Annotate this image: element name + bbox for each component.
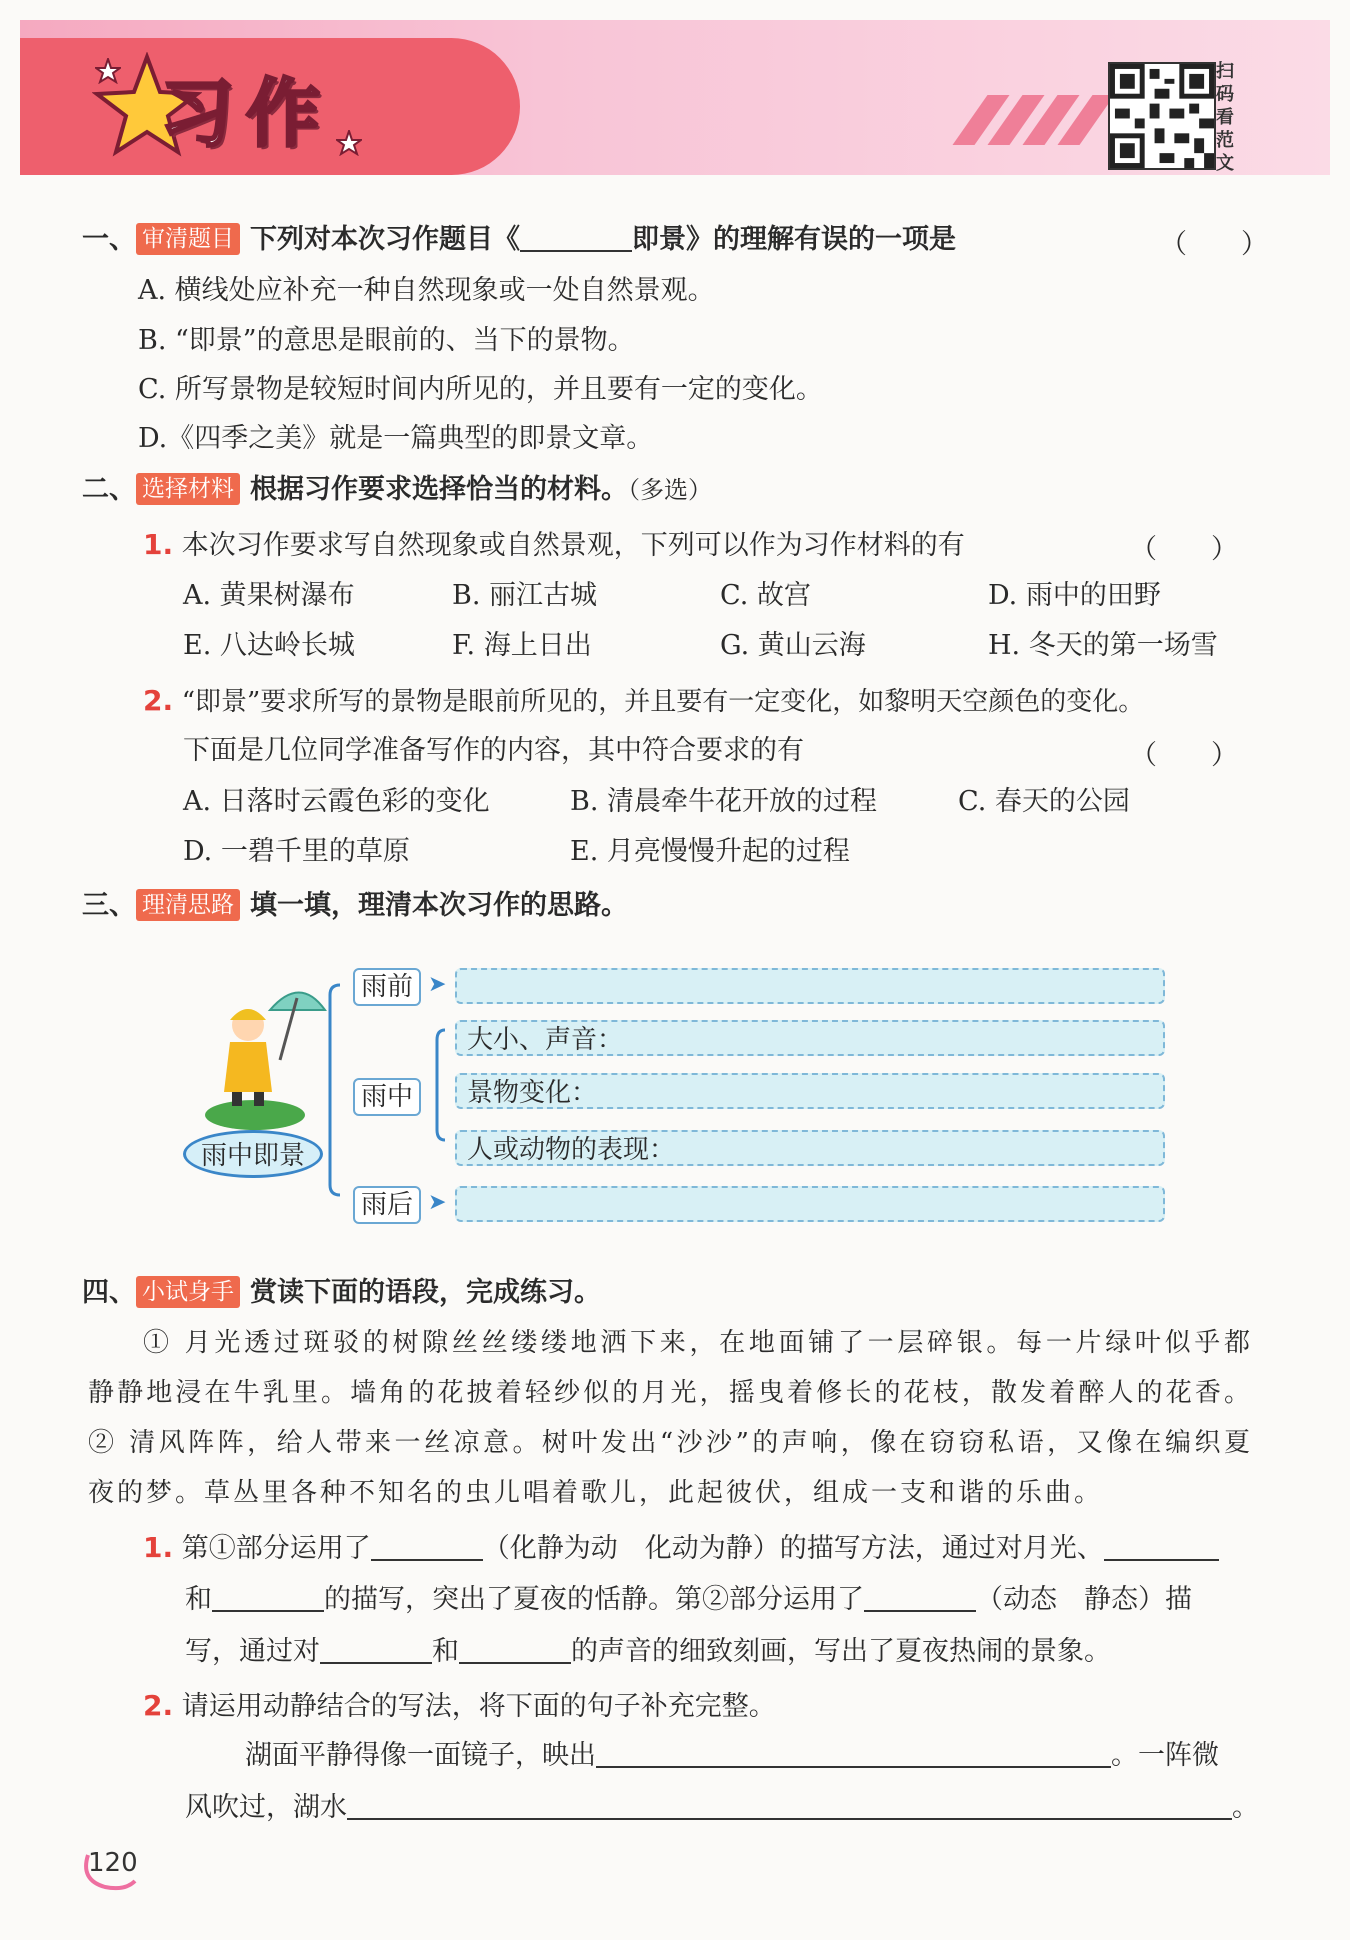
center-node: 雨中即景 [183, 1130, 323, 1178]
question-text: 填一填，理清本次习作的思路。 [250, 890, 628, 921]
answer-blank[interactable] [459, 1636, 571, 1664]
small-star-icon [336, 130, 362, 156]
answer-blank[interactable] [212, 1584, 324, 1612]
option: C. 故宫 [720, 580, 811, 611]
question-4-2-line2 [185, 1790, 1259, 1826]
question-text: 的声音的细致刻画，写出了夏夜热闹的景象。 [571, 1636, 1111, 1667]
answer-blank[interactable] [320, 1636, 432, 1664]
question-4-2 [143, 1688, 776, 1725]
question-text: 。一阵微 [1111, 1740, 1219, 1771]
answer-blank[interactable] [596, 1740, 1111, 1768]
page-number: 120 [88, 1848, 138, 1878]
question-text: 第①部分运用了 [181, 1533, 371, 1564]
question-text: 下面是几位同学准备写作的内容，其中符合要求的有 [183, 735, 804, 766]
question-text: “即景”要求所写的景物是眼前所见的，并且要有一定变化，如黎明天空颜色的变化。 [181, 687, 1145, 717]
question-text: 请运用动静结合的写法，将下面的句子补充完整。 [181, 1691, 776, 1722]
question-number: 2. [143, 1689, 174, 1722]
section1-heading [82, 222, 956, 258]
page-title: 习作 [160, 71, 332, 157]
answer-blank[interactable] [864, 1584, 976, 1612]
option: H. 冬天的第一场雪 [988, 630, 1218, 661]
option: G. 黄山云海 [720, 630, 866, 661]
before-input[interactable] [455, 968, 1165, 1004]
section-tag: 选择材料 [136, 473, 240, 505]
qr-code-icon[interactable] [1108, 62, 1216, 170]
option: B. 清晨牵牛花开放的过程 [570, 786, 878, 817]
question-text: 和 [185, 1584, 212, 1615]
option: C. 春天的公园 [958, 786, 1130, 817]
after-input[interactable] [455, 1186, 1165, 1222]
question-2-2 [143, 683, 1144, 720]
option-d: D.《四季之美》就是一篇典型的即景文章。 [138, 423, 654, 454]
answer-blank[interactable] [1104, 1533, 1219, 1561]
question-text: （动态 静态）描 [976, 1584, 1192, 1615]
option-b: B. “即景”的意思是眼前的、当下的景物。 [138, 325, 635, 356]
section-number: 一、 [82, 224, 136, 255]
option: E. 八达岭长城 [183, 630, 355, 661]
question-4-1-line3 [185, 1634, 1111, 1670]
question-text: 即景》的理解有误的一项是 [632, 224, 956, 255]
question-number: 2. [143, 684, 174, 717]
answer-paren[interactable]: （ ） [1160, 229, 1268, 260]
answer-paren[interactable]: （ ） [1130, 534, 1238, 565]
question-text: （化静为动 化动为静）的描写方法，通过对月光、 [482, 1533, 1104, 1564]
option: D. 一碧千里的草原 [183, 836, 410, 867]
section2-heading [82, 472, 712, 508]
during-label: 雨中 [353, 1078, 421, 1116]
small-star-icon [95, 58, 121, 84]
question-4-1-line2 [185, 1582, 1192, 1618]
section4-heading [82, 1275, 601, 1311]
section3-heading [82, 888, 628, 924]
during-input-sound[interactable]: 大小、声音： [455, 1020, 1165, 1056]
question-text: 下列对本次习作题目《 [250, 224, 520, 255]
section-number: 四、 [82, 1277, 136, 1308]
question-text: 和 [432, 1636, 459, 1667]
question-note: （多选） [628, 476, 712, 504]
answer-blank[interactable] [371, 1533, 483, 1561]
option: D. 雨中的田野 [988, 580, 1161, 611]
question-text: 湖面平静得像一面镜子，映出 [245, 1740, 596, 1771]
after-label: 雨后 [353, 1186, 421, 1224]
question-4-1-line1 [143, 1530, 1219, 1567]
qr-label: 扫码看范文 [1216, 61, 1234, 174]
question-text: 赏读下面的语段，完成练习。 [250, 1277, 601, 1308]
option-c: C. 所写景物是较短时间内所见的，并且要有一定的变化。 [138, 374, 823, 405]
during-input-scenery[interactable]: 景物变化： [455, 1073, 1165, 1109]
option: B. 丽江古城 [452, 580, 598, 611]
option: E. 月亮慢慢升起的过程 [570, 836, 850, 867]
section-number: 二、 [82, 474, 136, 505]
question-text: 。 [1232, 1792, 1259, 1823]
answer-paren[interactable]: （ ） [1130, 740, 1238, 771]
question-number: 1. [143, 528, 174, 561]
arrow-icon: ➤ [428, 1190, 447, 1215]
question-text: 写，通过对 [185, 1636, 320, 1667]
section-number: 三、 [82, 890, 136, 921]
question-text: 的描写，突出了夏夜的恬静。第②部分运用了 [324, 1584, 864, 1615]
answer-blank[interactable] [347, 1792, 1232, 1820]
section-tag: 审清题目 [136, 223, 240, 255]
section-tag: 理清思路 [136, 889, 240, 921]
question-number: 1. [143, 1531, 174, 1564]
question-text: 本次习作要求写自然现象或自然景观，下列可以作为习作材料的有 [181, 530, 965, 561]
child-umbrella-icon [200, 980, 330, 1130]
arrow-icon: ➤ [428, 972, 447, 997]
question-text: 根据习作要求选择恰当的材料。 [250, 474, 628, 505]
before-label: 雨前 [353, 968, 421, 1006]
title-blank[interactable] [520, 224, 632, 252]
option-a: A. 横线处应补充一种自然现象或一处自然景观。 [138, 275, 715, 306]
reading-passage: ① 月光透过斑驳的树隙丝丝缕缕地洒下来，在地面铺了一层碎银。每一片绿叶似乎都静静地浸在牛乳里。墙角的花披着轻纱似的月光，摇曳着修长的花枝，散发着醉人的花香。② 清风阵阵，给人带来一丝凉意。树叶发出“沙沙”的声响，像在窃窃私语，又像在编织夏夜的梦。草丛里各种不知名的虫儿唱着歌儿，此起彼伏，组成一支和谐的乐曲。 [88, 1328, 1253, 1508]
question-2-1 [143, 527, 965, 564]
option: A. 黄果树瀑布 [183, 580, 355, 611]
option: A. 日落时云霞色彩的变化 [183, 786, 490, 817]
question-text: 风吹过，湖水 [185, 1792, 347, 1823]
option: F. 海上日出 [452, 630, 592, 661]
during-input-people[interactable]: 人或动物的表现： [455, 1130, 1165, 1166]
question-4-2-line1 [245, 1738, 1219, 1774]
section-tag: 小试身手 [136, 1276, 240, 1308]
